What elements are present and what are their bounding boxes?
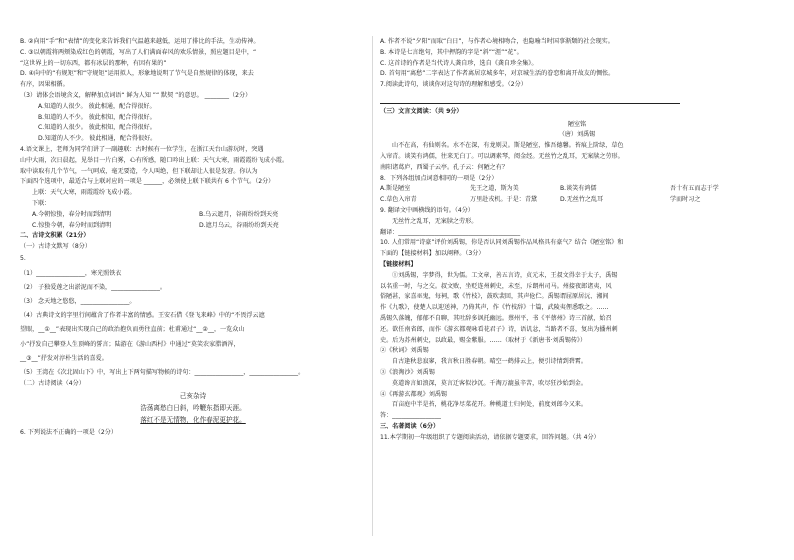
q6-option-c: C. 这首诗的作者是当代诗人龚自珍，选自《龚自珍全集》。 [380,59,538,67]
essay-text: 山不在高，有仙则名。水不在深，有龙则灵。斯是陋室，惟吾德馨。苔痕上阶绿，草色 [392,142,624,150]
left-column [20,38,366,440]
link-text: 俗陋甚，家喜巫鬼，每祠，歌《竹枝》，鼓吹裴回，其声伧伫。禹锡谓屈原居沅、湘间 [380,293,609,301]
q8-option: D.无丝竹之乱耳 [560,196,604,204]
fill-line-3: （3） 念天地之悠悠，________________。 [20,297,136,305]
link-text: ①刘禹锡，字梦得，世为儒。工文章，善五言诗，贞元末，王叔文得幸于太子，禹锡 [392,271,618,279]
question-10: 10. 人们常用“诗豪”评价刘禹锡，你是否认同刘禹锡作品风格具有豪气？结合《陋室铭》和 [380,239,624,247]
q9-answer-line: 翻译：________________________________________ [380,228,521,236]
fill-line-4: （4）古典诗文的字里行间蕴含了作者丰富的情感。王安石借《登飞来峰》中的“不畏浮云遮 [20,312,265,320]
question-option-b: B. ②向用“手”和“表情”的变化来告诉我们气温越来越低，运用了排比的手法，生动传神。 [20,38,260,45]
subsection-heading: （一）古诗文默写（8分） [20,243,91,251]
q8-option: 学而时习之 [670,196,701,204]
question-5: 5. [20,255,26,263]
answer-line [380,103,680,104]
link-poem-title: ③《浪淘沙》刘禹锡 [380,368,435,376]
q8-options-row [380,185,774,193]
q4-option-a: A.今朝惊蛰，春分时而到清明 [32,210,112,218]
question-10-cont: 下面的【链接材料】加以阐释。（3分） [380,250,485,258]
question-option-c-quote: “这世界上的一切东西，都有冰层的那种，有因有果的” [20,59,167,67]
q10-answer-line: 答：________________ [380,412,441,420]
link-material-title: 【链接材料】 [380,260,417,268]
section-heading: 二、古诗文积累（21分） [20,232,90,240]
question-8: 8．下列各组加点词意相同的一项是（2分） [380,174,498,182]
q3-option: B.知道的人不少。 彼此相知，配合得很好。 [38,113,156,121]
link-poem-title: ④《再游玄都观》刘禹锡 [380,390,448,398]
q8-option: 吾十有五而志于学 [670,185,719,193]
fill-line-1: （1）________________，寒光照铁衣 [20,269,122,277]
q8-option: 先王之道，斯为美 [470,185,519,193]
link-text: 以名重一时，与之交。叔文败，坐贬连州刺史，未至，斥朗州司马。州接夜郎诸夷，风 [380,282,612,290]
q4-options-row [20,211,366,219]
q3-option: C.知道的人很少。 彼此相知，配合得很好。 [38,124,156,132]
poem-title: 己亥杂诗 [179,391,207,400]
question-3: （3）请体会语境含义，解释加点词语“ 鲜为人知 ”“ 默契 ”的意思。 ________（2分） [20,91,252,99]
question-4-line: 山中大雨，次日晨起，见举目一片白雾，心有所感，随口吟出上联：天气大寒，雨霞霞纷飞成小霞。 [20,156,289,164]
question-7: 7.阅读此诗句，谈谈你对这句诗的理解和感受。（2分） [380,81,527,89]
q6-option-b: B. 本诗是七言绝句，其中押韵的字是“斜”“涯”“花”。 [380,48,523,56]
fill-line-2: （2） 子独爱莲之出淤泥而不染，________________。 [20,283,166,291]
question-6: 6. 下列说法不正确的一项是（2分） [20,428,117,436]
question-option-d-cont: 有序，因果相循。 [20,81,69,89]
q4-option-b: B.乌云遮月，谷雨纷纷到天亮 [199,210,279,218]
poem-line-underlined: 落红不是无情物，化作春泥更护花。 [140,415,246,424]
q9-sentence: 无丝竹之乱耳，无案牍之劳形。 [392,217,478,225]
q3-option: A.知道的人很少。 彼此相通，配合得很好。 [38,102,156,110]
question-4-line: 下面四个选项中，最适合与上联对应的一项是 ______，必须使上联下联共有 6 个节气。（2分） [20,178,275,186]
essay-text: 入帘青。谈笑有鸿儒，往来无白丁。可以调素琴，阅金经。无丝竹之乱耳，无案牍之劳形。 [380,152,624,160]
q8-option: B.谈笑有鸿儒 [560,185,597,193]
q4-lower-couplet: 下联： [32,199,51,207]
section-heading: （三）文言文阅读：（共 9分） [380,108,463,116]
question-4: 4.语文课上，老师为同学们讲了一副趣联：古时候有一位学生，在浙江天台山游玩时，突遇 [20,145,264,153]
question-11: 11.本学期初一年级组织了专题阅读活动，请依据专题要求，回答问题。（共 4分） [380,433,600,441]
q8-option: A.斯是陋室 [380,185,411,193]
q8-option: C.草色入帘青 [380,196,417,204]
fill-line-4-cont: 小”抒发自己攀登人生顶峰的誓言；陆游在《游山西村》中通过“莫笑农家腊酒浑， [20,340,240,348]
question-option-c: C. ③以朝霞将两颊染成红色的朝霞，写出了人们满面春风的欢乐情景，照应题目是中，“ [20,48,257,56]
q6-option-a: A. 作者不说“夕阳”而取“白日”，与作者心境相吻合，也隐喻当时国事渐颓的社会现实。 [380,38,614,45]
q4-options-row [20,222,366,230]
q4-option-d: D.遮月乌云，谷雨纷纷到天亮 [199,221,279,229]
poem-line: 浩荡离愁白日斜，吟鞭东指即天涯。 [140,403,246,412]
section-heading: 三、名著阅读（6分） [380,422,440,430]
essay-title: 陋室铭 [567,120,587,128]
q6-option-d: D. 首句用“离愁”二字表达了作者离居京城多年，对京城生活的眷恋和离开故友的惆怅。 [380,70,615,78]
fill-line-4-cont: __③__”抒发对淳朴生活的喜爱。 [20,354,108,362]
fill-line-4-cont: 望眼，__①__”表现出实现自己的政治抱负而勇往直前；杜甫通过“__②__，一览众山 [20,326,245,334]
link-text: 作《九歌》，使楚人以迎送神，乃倚其声，作《竹枝辞》十篇，武陵夷俚悉歌之。…… [380,304,609,312]
link-text: 史。后为苏州刺史，以政最，赐金紫服。……（取材于《新唐书·刘禹锡传》） [380,336,587,344]
q3-option: D.知道的人不少。 彼此相通，配合得很好。 [38,135,157,143]
fill-line-5: （5）王湾在《次北固山下》中，写出上下两句描写物候的诗句：________________，________________。 [20,368,305,376]
essay-author: （唐）刘禹锡 [558,131,596,139]
q4-option-c: C.惊蛰今朝，春分时而到清明 [32,221,112,229]
q8-option: 万里赴戎机。于是：青黛 [470,196,538,204]
question-9: 9. 翻译文中画横线的语句。（4分） [380,206,474,214]
column-divider [372,36,373,536]
link-poem-text: 百亩庭中半是苔，桃花净尽菜花开。种桃道士归何处，前度刘郎今又来。 [392,401,587,409]
subsection-heading: （二）古诗阅读（4分） [20,379,85,387]
link-text: 还。欲任南省郎，而作《游玄都观咏看花君子》诗，语讥忿，当路者不喜，复出为播州刺 [380,325,618,333]
link-poem-text: 莫道谗言如浪深，莫言迁客似沙沉。千淘万漉虽辛苦，吹尽狂沙始到金。 [392,379,587,387]
q8-options-row [380,196,774,204]
link-text: 禹锡久落魄，郁郁不自聊，其吐辞多讽托幽远。蔡州平，书《平蔡州》诗三首献，始召 [380,314,612,322]
question-option-d: D. ④向中的“有规矩”和“守规矩”运用拟人，形象地说明了节气是自然规律的体现，来去 [20,70,254,78]
link-poem-text: 自古逢秋悲寂寥，我言秋日胜春朝。晴空一鹤排云上，便引诗情到碧霄。 [392,358,587,366]
link-poem-title: ②《秋词》刘禹锡 [380,347,429,355]
q4-upper-couplet: 上联：天气大寒，雨霞霞纷飞成小霞。 [32,189,136,197]
right-column [380,38,774,445]
question-4-line: 取中读取有几个节气，一气呵成，毫无要造，令人叫绝，但下联却让人很是发窘。你认为 [20,167,258,175]
essay-text: 南阳诸葛庐，西蜀子云亭。孔子云：何陋之有？ [380,163,508,171]
